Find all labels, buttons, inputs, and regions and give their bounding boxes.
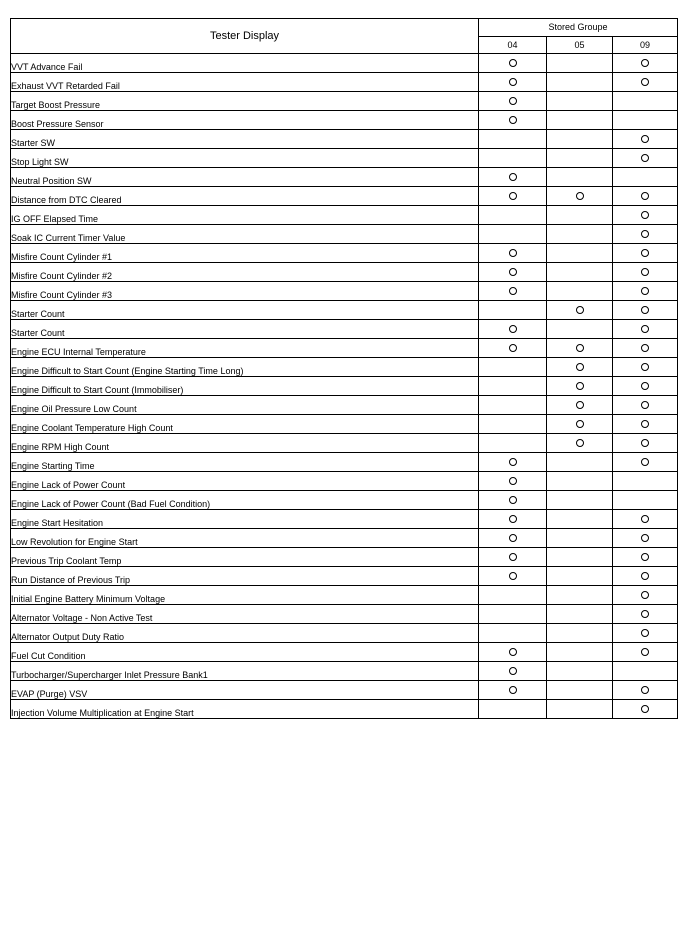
group-cell-05	[547, 358, 613, 377]
group-cell-05	[547, 92, 613, 111]
circle-icon	[641, 591, 649, 599]
group-cell-09	[613, 263, 678, 282]
circle-icon	[641, 325, 649, 333]
group-cell-04	[479, 681, 547, 700]
table-row	[11, 377, 678, 396]
table-row	[11, 244, 678, 263]
group-cell-09	[613, 662, 678, 681]
table-row	[11, 624, 678, 643]
circle-icon	[509, 553, 517, 561]
row-label: Engine Lack of Power Count (Bad Fuel Condition)	[11, 491, 479, 510]
circle-icon	[509, 116, 517, 124]
row-label: Starter Count	[11, 320, 479, 339]
group-cell-09	[613, 681, 678, 700]
group-cell-04	[479, 377, 547, 396]
table-row	[11, 301, 678, 320]
circle-icon	[509, 78, 517, 86]
group-cell-04	[479, 130, 547, 149]
circle-icon	[509, 515, 517, 523]
table-row	[11, 453, 678, 472]
row-label: Misfire Count Cylinder #1	[11, 244, 479, 263]
row-label: VVT Advance Fail	[11, 54, 479, 73]
group-cell-05	[547, 168, 613, 187]
group-cell-09	[613, 700, 678, 719]
circle-icon	[509, 97, 517, 105]
circle-icon	[641, 154, 649, 162]
group-cell-09	[613, 92, 678, 111]
group-cell-04	[479, 529, 547, 548]
group-cell-04	[479, 567, 547, 586]
group-cell-05	[547, 206, 613, 225]
row-label: Starter Count	[11, 301, 479, 320]
group-cell-05	[547, 377, 613, 396]
group-cell-04	[479, 54, 547, 73]
group-cell-09	[613, 396, 678, 415]
circle-icon	[509, 477, 517, 485]
group-cell-04	[479, 73, 547, 92]
stored-groupe-header: Stored Groupe	[479, 19, 678, 37]
row-label: Engine ECU Internal Temperature	[11, 339, 479, 358]
circle-icon	[509, 496, 517, 504]
table-row	[11, 434, 678, 453]
group-cell-09	[613, 510, 678, 529]
row-label: Exhaust VVT Retarded Fail	[11, 73, 479, 92]
group-cell-05	[547, 586, 613, 605]
group-cell-09	[613, 605, 678, 624]
table-row	[11, 643, 678, 662]
group-cell-04	[479, 396, 547, 415]
table-row	[11, 605, 678, 624]
group-cell-09	[613, 111, 678, 130]
table-row	[11, 54, 678, 73]
circle-icon	[576, 192, 584, 200]
row-label: Stop Light SW	[11, 149, 479, 168]
group-cell-09	[613, 548, 678, 567]
table-row	[11, 206, 678, 225]
stored-groupe-table	[10, 18, 678, 719]
group-cell-04	[479, 282, 547, 301]
group-cell-09	[613, 377, 678, 396]
group-cell-09	[613, 301, 678, 320]
circle-icon	[641, 515, 649, 523]
circle-icon	[641, 686, 649, 694]
group-cell-05	[547, 434, 613, 453]
table-row	[11, 472, 678, 491]
table-row	[11, 263, 678, 282]
group-cell-05	[547, 149, 613, 168]
group-cell-04	[479, 339, 547, 358]
row-label: Target Boost Pressure	[11, 92, 479, 111]
table-row	[11, 187, 678, 206]
group-cell-04	[479, 453, 547, 472]
table-row	[11, 586, 678, 605]
group-header-04: 04	[479, 36, 547, 54]
group-cell-09	[613, 415, 678, 434]
table-row	[11, 548, 678, 567]
circle-icon	[641, 192, 649, 200]
group-cell-09	[613, 320, 678, 339]
table-row	[11, 396, 678, 415]
row-label: Alternator Voltage - Non Active Test	[11, 605, 479, 624]
table-row	[11, 681, 678, 700]
circle-icon	[641, 439, 649, 447]
row-label: Engine Coolant Temperature High Count	[11, 415, 479, 434]
circle-icon	[641, 249, 649, 257]
circle-icon	[641, 401, 649, 409]
circle-icon	[509, 648, 517, 656]
circle-icon	[641, 553, 649, 561]
circle-icon	[641, 363, 649, 371]
table-row	[11, 282, 678, 301]
circle-icon	[509, 344, 517, 352]
group-cell-05	[547, 187, 613, 206]
group-cell-04	[479, 548, 547, 567]
row-label: Starter SW	[11, 130, 479, 149]
table-row	[11, 700, 678, 719]
group-cell-09	[613, 339, 678, 358]
circle-icon	[641, 382, 649, 390]
row-label: Distance from DTC Cleared	[11, 187, 479, 206]
row-label: Engine RPM High Count	[11, 434, 479, 453]
group-cell-04	[479, 244, 547, 263]
circle-icon	[509, 287, 517, 295]
circle-icon	[576, 439, 584, 447]
circle-icon	[509, 572, 517, 580]
group-cell-05	[547, 415, 613, 434]
group-cell-04	[479, 472, 547, 491]
group-cell-09	[613, 624, 678, 643]
group-cell-05	[547, 567, 613, 586]
group-cell-05	[547, 263, 613, 282]
group-cell-04	[479, 301, 547, 320]
group-cell-05	[547, 301, 613, 320]
group-cell-04	[479, 643, 547, 662]
row-label: Engine Difficult to Start Count (Engine Starting Time Long)	[11, 358, 479, 377]
group-cell-05	[547, 282, 613, 301]
group-cell-09	[613, 73, 678, 92]
group-cell-09	[613, 282, 678, 301]
circle-icon	[509, 667, 517, 675]
circle-icon	[509, 534, 517, 542]
table-row	[11, 149, 678, 168]
group-cell-04	[479, 415, 547, 434]
circle-icon	[641, 648, 649, 656]
group-cell-05	[547, 548, 613, 567]
group-cell-04	[479, 320, 547, 339]
row-label: Turbocharger/Supercharger Inlet Pressure Bank1	[11, 662, 479, 681]
group-cell-09	[613, 472, 678, 491]
row-label: Run Distance of Previous Trip	[11, 567, 479, 586]
table-row	[11, 339, 678, 358]
table-body	[11, 54, 678, 719]
circle-icon	[509, 249, 517, 257]
group-cell-05	[547, 700, 613, 719]
row-label: Soak IC Current Timer Value	[11, 225, 479, 244]
group-cell-05	[547, 662, 613, 681]
group-cell-09	[613, 643, 678, 662]
circle-icon	[641, 306, 649, 314]
group-cell-04	[479, 358, 547, 377]
group-cell-04	[479, 510, 547, 529]
group-cell-09	[613, 187, 678, 206]
group-cell-05	[547, 643, 613, 662]
circle-icon	[576, 363, 584, 371]
circle-icon	[641, 344, 649, 352]
group-cell-09	[613, 529, 678, 548]
circle-icon	[509, 458, 517, 466]
group-cell-05	[547, 681, 613, 700]
circle-icon	[576, 382, 584, 390]
group-cell-05	[547, 111, 613, 130]
group-cell-09	[613, 586, 678, 605]
row-label: IG OFF Elapsed Time	[11, 206, 479, 225]
group-cell-05	[547, 244, 613, 263]
circle-icon	[641, 287, 649, 295]
circle-icon	[509, 325, 517, 333]
table-row	[11, 130, 678, 149]
table-row	[11, 320, 678, 339]
group-cell-09	[613, 149, 678, 168]
group-cell-04	[479, 263, 547, 282]
circle-icon	[509, 192, 517, 200]
group-cell-04	[479, 434, 547, 453]
group-header-09: 09	[613, 36, 678, 54]
row-label: Engine Starting Time	[11, 453, 479, 472]
group-cell-09	[613, 168, 678, 187]
row-label: Injection Volume Multiplication at Engine Start	[11, 700, 479, 719]
group-header-05: 05	[547, 36, 613, 54]
table-row	[11, 73, 678, 92]
group-cell-04	[479, 662, 547, 681]
row-label: Engine Difficult to Start Count (Immobiliser)	[11, 377, 479, 396]
row-label: Neutral Position SW	[11, 168, 479, 187]
row-label: Fuel Cut Condition	[11, 643, 479, 662]
group-cell-04	[479, 168, 547, 187]
table-row	[11, 529, 678, 548]
row-label: Alternator Output Duty Ratio	[11, 624, 479, 643]
group-cell-09	[613, 434, 678, 453]
table-row	[11, 225, 678, 244]
group-cell-04	[479, 605, 547, 624]
row-label: Previous Trip Coolant Temp	[11, 548, 479, 567]
circle-icon	[641, 705, 649, 713]
table-row	[11, 510, 678, 529]
circle-icon	[641, 78, 649, 86]
circle-icon	[641, 610, 649, 618]
circle-icon	[641, 458, 649, 466]
table-row	[11, 92, 678, 111]
group-cell-04	[479, 187, 547, 206]
group-cell-05	[547, 510, 613, 529]
group-cell-05	[547, 396, 613, 415]
circle-icon	[641, 572, 649, 580]
group-cell-09	[613, 54, 678, 73]
group-cell-04	[479, 111, 547, 130]
circle-icon	[576, 306, 584, 314]
group-cell-04	[479, 149, 547, 168]
group-cell-05	[547, 491, 613, 510]
group-cell-09	[613, 567, 678, 586]
group-cell-09	[613, 453, 678, 472]
group-cell-09	[613, 130, 678, 149]
row-label: Misfire Count Cylinder #2	[11, 263, 479, 282]
circle-icon	[641, 268, 649, 276]
row-label: Misfire Count Cylinder #3	[11, 282, 479, 301]
circle-icon	[509, 268, 517, 276]
table-row	[11, 168, 678, 187]
circle-icon	[576, 420, 584, 428]
tester-display-header: Tester Display	[11, 19, 479, 54]
group-cell-04	[479, 206, 547, 225]
group-cell-05	[547, 339, 613, 358]
group-cell-04	[479, 225, 547, 244]
circle-icon	[641, 534, 649, 542]
circle-icon	[576, 401, 584, 409]
group-cell-05	[547, 225, 613, 244]
table-row	[11, 567, 678, 586]
group-cell-04	[479, 586, 547, 605]
circle-icon	[641, 420, 649, 428]
table-row	[11, 358, 678, 377]
row-label: Boost Pressure Sensor	[11, 111, 479, 130]
row-label: Engine Oil Pressure Low Count	[11, 396, 479, 415]
group-cell-09	[613, 206, 678, 225]
circle-icon	[509, 173, 517, 181]
group-cell-04	[479, 624, 547, 643]
circle-icon	[509, 686, 517, 694]
table-row	[11, 111, 678, 130]
group-cell-05	[547, 73, 613, 92]
circle-icon	[576, 344, 584, 352]
group-cell-04	[479, 491, 547, 510]
group-cell-09	[613, 225, 678, 244]
group-cell-05	[547, 453, 613, 472]
circle-icon	[641, 230, 649, 238]
row-label: Engine Lack of Power Count	[11, 472, 479, 491]
circle-icon	[641, 211, 649, 219]
table-row	[11, 662, 678, 681]
group-cell-05	[547, 320, 613, 339]
row-label: Engine Start Hesitation	[11, 510, 479, 529]
group-cell-05	[547, 130, 613, 149]
group-cell-05	[547, 624, 613, 643]
group-cell-05	[547, 472, 613, 491]
circle-icon	[509, 59, 517, 67]
group-cell-04	[479, 700, 547, 719]
circle-icon	[641, 629, 649, 637]
table-row	[11, 415, 678, 434]
circle-icon	[641, 59, 649, 67]
table-row	[11, 491, 678, 510]
group-cell-09	[613, 491, 678, 510]
group-cell-05	[547, 529, 613, 548]
circle-icon	[641, 135, 649, 143]
row-label: Low Revolution for Engine Start	[11, 529, 479, 548]
group-cell-05	[547, 54, 613, 73]
row-label: Initial Engine Battery Minimum Voltage	[11, 586, 479, 605]
group-cell-09	[613, 358, 678, 377]
group-cell-05	[547, 605, 613, 624]
group-cell-04	[479, 92, 547, 111]
group-cell-09	[613, 244, 678, 263]
row-label: EVAP (Purge) VSV	[11, 681, 479, 700]
